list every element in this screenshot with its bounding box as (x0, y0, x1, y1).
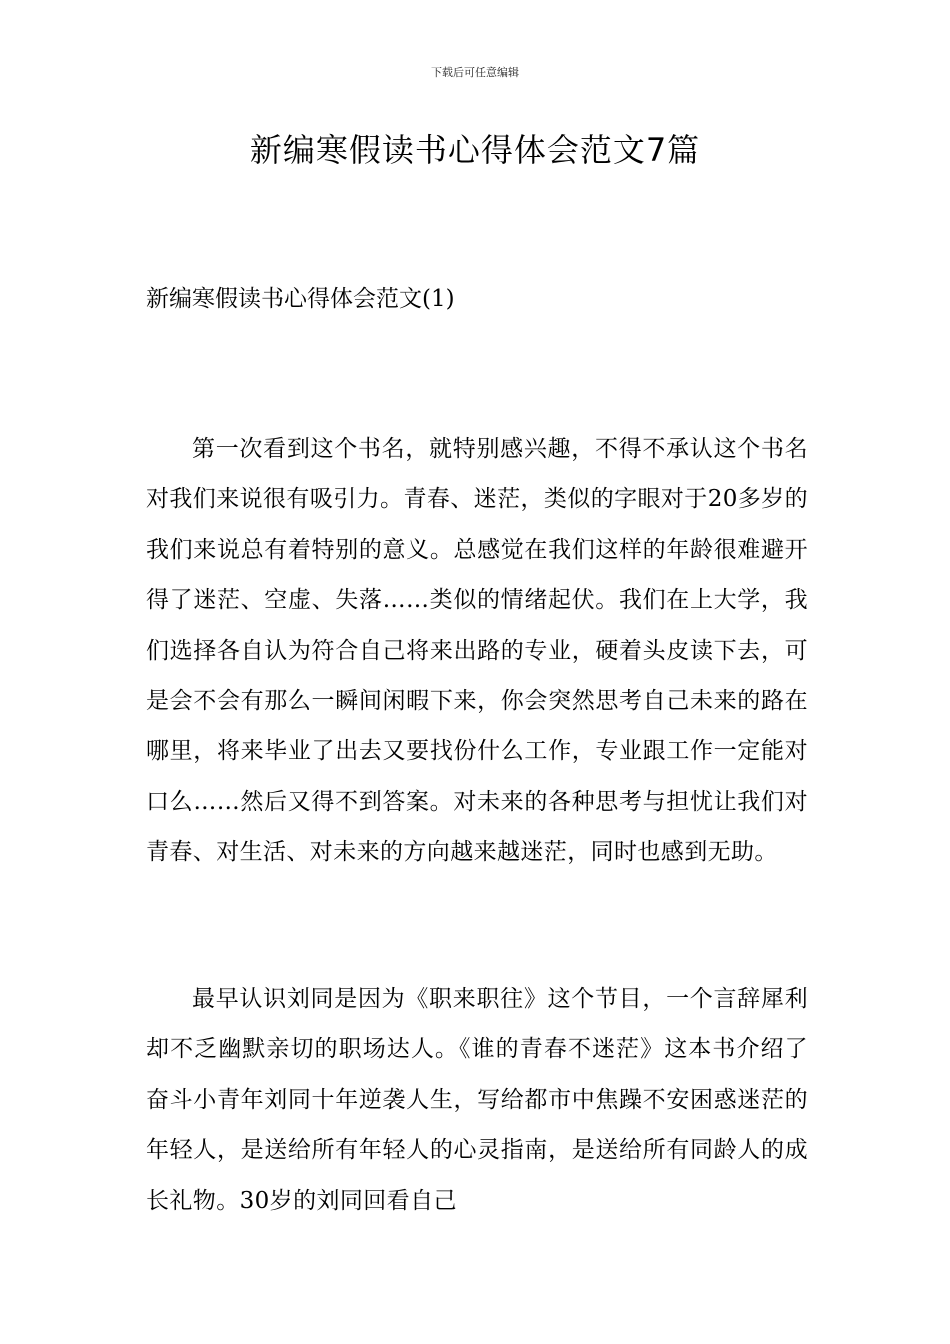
document-title: 新编寒假读书心得体会范文7篇 (249, 131, 701, 169)
section-heading: 新编寒假读书心得体会范文(1) (146, 286, 455, 312)
header-note: 下载后可任意编辑 (431, 66, 519, 79)
body-paragraph-2: 最早认识刘同是因为《职来职往》这个节目，一个言辞犀利却不乏幽默亲切的职场达人。《谁的青春不迷茫》这本书介绍了奋斗小青年刘同十年逆袭人生，写给都市中焦躁不安困惑迷茫的年轻人，是送给所有年轻人的心灵指南，是送给所有同龄人的成长礼物。30岁的刘同回看自己 (146, 986, 808, 1214)
body-paragraph-1: 第一次看到这个书名，就特别感兴趣，不得不承认这个书名对我们来说很有吸引力。青春、迷茫，类似的字眼对于20多岁的我们来说总有着特别的意义。总感觉在我们这样的年龄很难避开得了迷茫、空虚、失落……类似的情绪起伏。我们在上大学，我们选择各自认为符合自己将来出路的专业，硬着头皮读下去，可是会不会有那么一瞬间闲暇下来，你会突然思考自己未来的路在哪里，将来毕业了出去又要找份什么工作，专业跟工作一定能对口么……然后又得不到答案。对未来的各种思考与担忧让我们对青春、对生活、对未来的方向越来越迷茫，同时也感到无助。 (146, 436, 808, 866)
